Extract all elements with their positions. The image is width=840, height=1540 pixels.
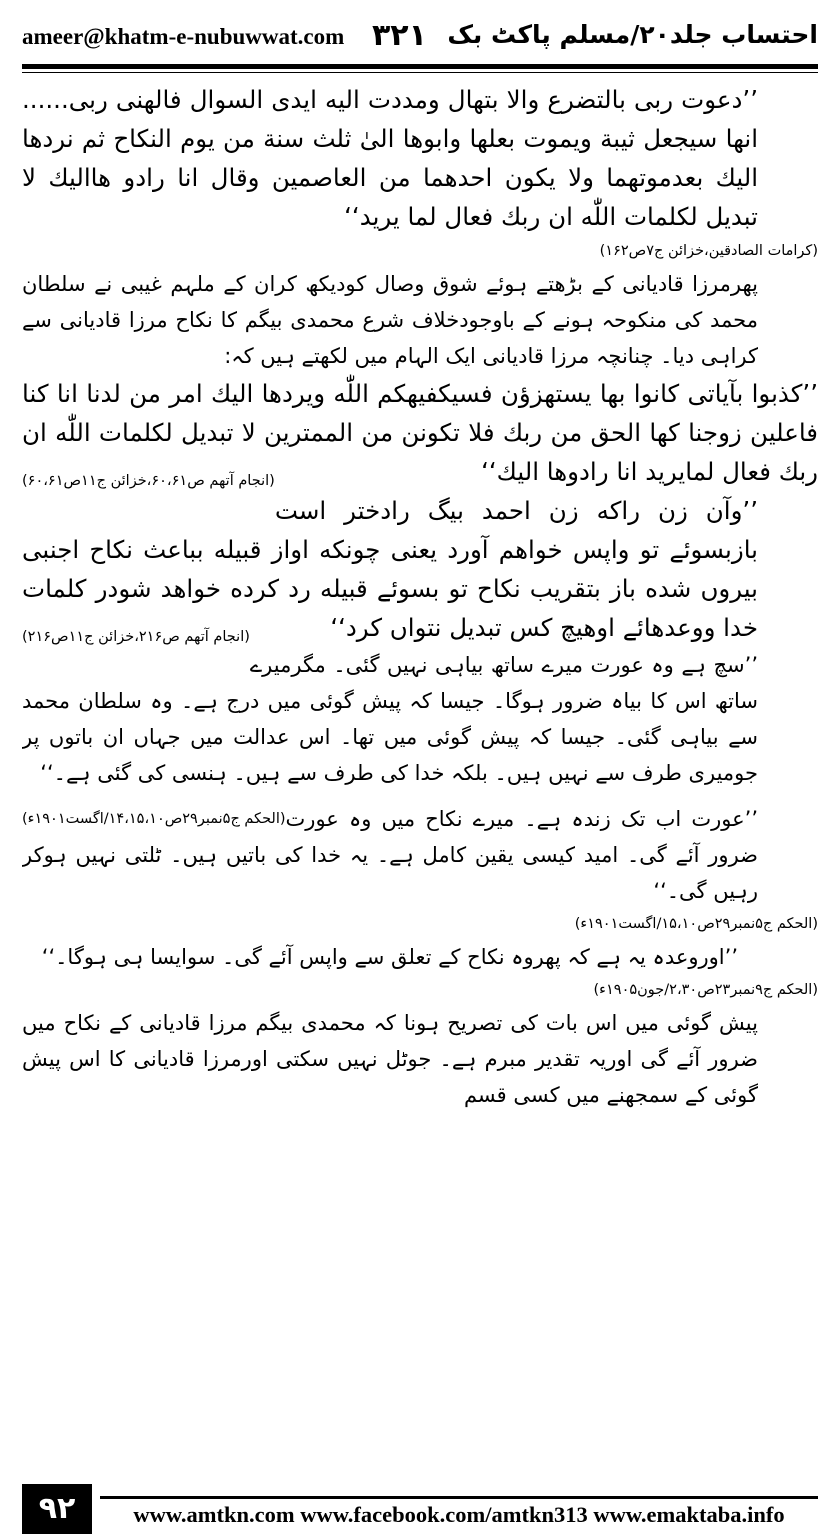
- reference-4: (الحکم ج۵نمبر۲۹ص۱۴،۱۵،۱۰/اگست۱۹۰۱ء): [22, 811, 286, 827]
- page-body: [22, 80, 818, 1465]
- urdu-paragraph-1-text: پھرمرزا قادیانی کے بڑھتے ہوئے شوق وصال کودیکھ کران کے ملہم غیبی نے سلطان محمد کی منکوحہ ہونے کے باوجودخلاف شرع محمدی بیگم کا نکاح مرزا قادیانی سے کراہی دیا۔ چنانچہ مرزا قادیانی ایک الہام میں لکھتے ہیں کہ:: [22, 272, 758, 368]
- urdu-quote-1-text: ’’سچ ہے وہ عورت میرے ساتھ بیاہی نہیں گئی۔ مگرمیرے ساتھ اس کا بیاہ ضرور ہوگا۔ جیسا کہ پیش گوئی میں درج ہے۔ وہ سلطان محمد سے بیاہی گئی۔ جیسا کہ پیش گوئی میں تھا۔ اس عدالت میں جہاں ان باتوں پر جومیری طرف سے نہیں ہیں۔ بلکہ خدا کی طرف سے ہیں۔ ہنسی کی گئی ہے۔‘‘: [22, 653, 758, 785]
- arabic-quote-2: [22, 374, 818, 491]
- arabic-quote-1: ’’دعوت ربی بالتضرع والا بتهال ومددت الیه ایدی السوال فالهنی ربی...... انها سیجعل ثیبة ویموت بعلها وابوها الیٰ ثلث سنة من یوم النکاح ثم نردها الیك بعدموتهما ولا یکون احدهما من العاصمین وقال انا رادو هاالیك لا تبدیل لکلمات اللّٰه ان ربك فعال لما یرید‘‘: [22, 85, 758, 231]
- footer-websites: www.amtkn.com www.facebook.com/amtkn313 www.emaktaba.info: [133, 1502, 785, 1527]
- urdu-quote-2: ’’عورت اب تک زندہ ہے۔ میرے نکاح میں وہ عورت ضرور آئے گی۔ امید کیسی یقین کامل ہے۔ یہ خدا کی باتیں ہیں۔ ٹلتی نہیں ہوکر رہیں گی۔‘‘: [22, 807, 758, 903]
- urdu-quote-3: ’’اوروعدہ یہ ہے کہ پھروہ نکاح کے تعلق سے واپس آئے گی۔ سوایسا ہی ہوگا۔‘‘: [41, 945, 738, 969]
- footer-rule: [100, 1496, 818, 1499]
- persian-quote-text: ’’وآن زن راکه زن احمد بیگ رادختر است بازبسوئے تو واپس خواهم آورد یعنی چونکه اواز قبیله بباعث نکاح اجنبی بیروں شده باز بتقریب نکاح تو بسوئے قبیله رد کرده خواهد شودر کلمات خدا ووعدهائے اوهیچ کس تبدیل نتواں کرد‘‘: [22, 496, 758, 642]
- urdu-paragraph-1: [22, 266, 818, 374]
- persian-quote: [22, 491, 818, 647]
- header-page-number: ۳۲۱: [372, 18, 427, 53]
- reference-2: (انجام آتھم ص۶۰،۶۱،خزائن ج۱۱ص۶۰،۶۱): [22, 473, 275, 489]
- header-email: ameer@khatm-e-nubuwwat.com: [22, 24, 345, 49]
- page-header: [22, 18, 818, 62]
- arabic-quote-2-text: ’’کذبوا بآیاتی کانوا بها یستهزؤن فسیکفیهکم اللّٰه ویردها الیك امر من لدنا انا کنا فاعلین زوجنا کها الحق من ربك فلا تکونن من الممترین لا تبدیل لکلمات اللّٰه ان ربك فعال لمایرید انا رادوها الیك‘‘: [22, 379, 818, 486]
- reference-1: (کرامات الصادقین،خزائن ج۷ص۱۶۲): [599, 243, 818, 259]
- header-book-title: احتساب جلد۲۰/مسلم پاکٹ بک: [447, 20, 818, 49]
- urdu-quote-1: [22, 647, 818, 827]
- reference-3: (انجام آتھم ص۲۱۶،خزائن ج۱۱ص۲۱۶): [22, 629, 250, 645]
- reference-5: (الحکم ج۵نمبر۲۹ص۱۵،۱۰/اگست۱۹۰۱ء): [574, 916, 818, 932]
- header-rule-thick: [22, 64, 818, 69]
- reference-6: (الحکم ج۹نمبر۲۳ص۲،۳۰/جون۱۹۰۵ء): [593, 982, 818, 998]
- footer-page-number: ۹۲: [22, 1484, 92, 1534]
- header-rule-thin: [22, 72, 818, 73]
- urdu-paragraph-2: پیش گوئی میں اس بات کی تصریح ہونا کہ محمدی بیگم مرزا قادیانی کے نکاح میں ضرور آئے گی اوریہ تقدیر مبرم ہے۔ جوٹل نہیں سکتی اورمرزا قادیانی کا اس پیش گوئی کے سمجھنے میں کسی قسم: [22, 1011, 758, 1107]
